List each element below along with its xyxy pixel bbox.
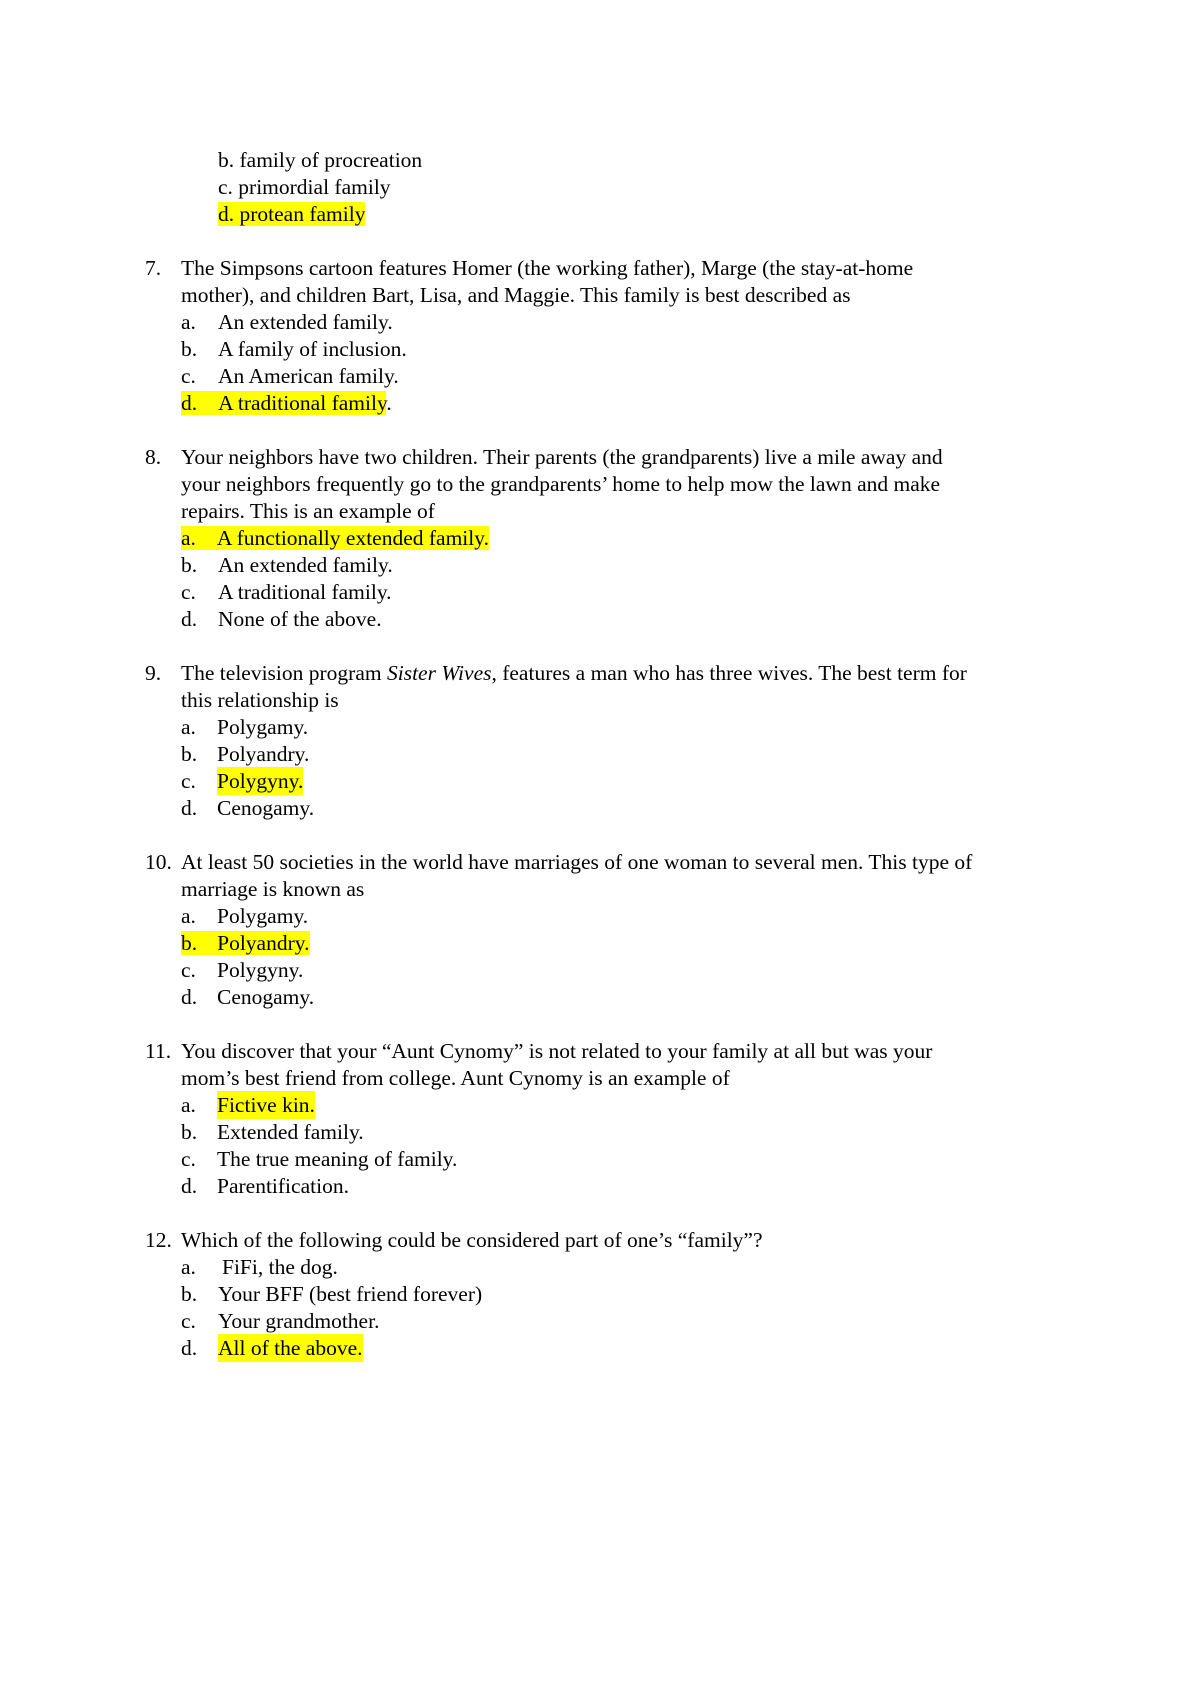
option-c: c. Polygyny. [181, 769, 304, 793]
question-stem-line: Your neighbors have two children. Their parents (the grandparents) live a mile away and [181, 445, 943, 469]
question-number: 9. [145, 661, 162, 685]
question-stem-line: repairs. This is an example of [181, 499, 435, 523]
option-d: d. Cenogamy. [181, 985, 315, 1009]
question-number: 10. [145, 850, 172, 874]
option-c: c. Polygyny. [181, 958, 304, 982]
question-number: 12. [145, 1228, 172, 1252]
option-a: a. Polygamy. [181, 715, 309, 739]
question-number: 8. [145, 445, 162, 469]
continued-option-c: c. primordial family [218, 175, 391, 199]
question-stem-line: marriage is known as [181, 877, 365, 901]
continued-option-b: b. family of procreation [218, 148, 423, 172]
option-b: b. Polyandry. [181, 742, 310, 766]
answer-highlight: b. Polyandry. [181, 931, 310, 955]
option-a [181, 524, 489, 552]
answer-highlight: a. A functionally extended family. [181, 526, 489, 550]
option-a: a. Fictive kin. [181, 1093, 315, 1117]
answer-highlight: d. protean family [218, 202, 366, 226]
option-c: c. The true meaning of family. [181, 1147, 458, 1171]
question-stem-line: The television program Sister Wives, features a man who has three wives. The best term for [181, 661, 967, 685]
answer-highlight: Fictive kin. [217, 1093, 315, 1117]
option-b: b. Extended family. [181, 1120, 364, 1144]
option-a: a. An extended family. [181, 310, 393, 334]
question-stem-line: You discover that your “Aunt Cynomy” is not related to your family at all but was your [181, 1039, 933, 1063]
answer-highlight: All of the above. [218, 1336, 363, 1360]
option-d: d. Cenogamy. [181, 796, 315, 820]
answer-highlight: d. A traditional family [181, 391, 387, 415]
question-stem-line: this relationship is [181, 688, 339, 712]
answer-highlight: Polygyny. [217, 769, 304, 793]
option-b [181, 929, 310, 957]
option-d: d. Parentification. [181, 1174, 349, 1198]
option-a: a. FiFi, the dog. [181, 1255, 338, 1279]
question-number: 7. [145, 256, 162, 280]
option-b: b. Your BFF (best friend forever) [181, 1282, 483, 1306]
option-c: c. An American family. [181, 364, 399, 388]
question-stem-line: The Simpsons cartoon features Homer (the working father), Marge (the stay-at-home [181, 256, 914, 280]
continued-option-d [218, 200, 365, 228]
option-b: b. An extended family. [181, 553, 393, 577]
question-number: 11. [145, 1039, 172, 1063]
question-stem-line: mom’s best friend from college. Aunt Cynomy is an example of [181, 1066, 730, 1090]
question-stem-line: mother), and children Bart, Lisa, and Maggie. This family is best described as [181, 283, 851, 307]
question-stem-line: your neighbors frequently go to the grandparents’ home to help mow the lawn and make [181, 472, 941, 496]
option-d: d. A traditional family. [181, 391, 392, 415]
option-d: d. None of the above. [181, 607, 382, 631]
show-title: Sister Wives [386, 661, 492, 685]
option-d: d. All of the above. [181, 1336, 363, 1360]
option-c: c. A traditional family. [181, 580, 392, 604]
option-c: c. Your grandmother. [181, 1309, 380, 1333]
question-stem-line: At least 50 societies in the world have marriages of one woman to several men. This type of [181, 850, 973, 874]
question-stem-line: Which of the following could be considered part of one’s “family”? [181, 1228, 763, 1252]
option-a: a. Polygamy. [181, 904, 309, 928]
option-b: b. A family of inclusion. [181, 337, 407, 361]
